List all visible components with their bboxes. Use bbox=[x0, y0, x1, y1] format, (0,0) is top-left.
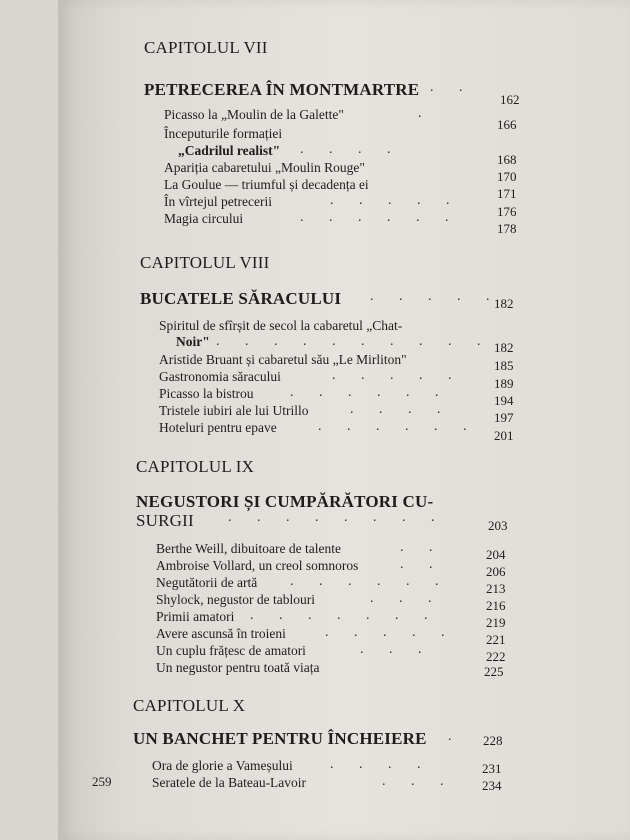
chapter-title: BUCATELE SĂRACULUI bbox=[140, 289, 342, 308]
chapter-title-continued: SURGII bbox=[136, 511, 194, 530]
page-number: 166 bbox=[497, 117, 517, 132]
toc-entry: Ora de glorie a Vameșului bbox=[152, 758, 293, 773]
page-number: 228 bbox=[483, 733, 503, 748]
page-number: 213 bbox=[486, 581, 506, 596]
toc-entry: Avere ascunsă în troieni bbox=[156, 626, 286, 641]
page-number: 225 bbox=[484, 664, 504, 679]
leader-dots: . . . bbox=[370, 591, 443, 606]
page-number: 178 bbox=[497, 221, 517, 236]
toc-entry: Primii amatori bbox=[156, 609, 235, 624]
toc-entry: Apariția cabaretului „Moulin Rouge" bbox=[164, 160, 365, 175]
toc-entry: Tristele iubiri ale lui Utrillo bbox=[159, 403, 309, 418]
leader-dots: . . bbox=[430, 80, 474, 95]
toc-entry: Gastronomia săracului bbox=[159, 369, 281, 384]
leader-dots: . . . bbox=[382, 774, 455, 789]
leader-dots: . . . . bbox=[350, 402, 452, 417]
toc-entry: Magia circului bbox=[164, 211, 244, 226]
leader-dots: . . . . bbox=[300, 142, 402, 157]
leader-dots: . . bbox=[400, 540, 444, 555]
leader-dots: . . . bbox=[360, 642, 433, 657]
page-number: 222 bbox=[486, 649, 506, 664]
page-number: 194 bbox=[494, 393, 514, 408]
leader-dots: . . . . . bbox=[370, 289, 501, 304]
chapter-heading: CAPITOLUL VIII bbox=[140, 253, 270, 272]
leader-dots: . . . . . . . . bbox=[228, 510, 446, 525]
leader-dots: . . . . . . . bbox=[250, 608, 439, 623]
leader-dots: . . . . . bbox=[330, 193, 461, 208]
toc-entry: Shylock, negustor de tablouri bbox=[156, 592, 315, 607]
page-folio: 259 bbox=[92, 774, 112, 789]
toc-entry: Aristide Bruant și cabaretul său „Le Mirliton" bbox=[159, 352, 407, 367]
page-number: 219 bbox=[486, 615, 506, 630]
page-number: 221 bbox=[486, 632, 506, 647]
toc-entry: Picasso la „Moulin de la Galette" bbox=[164, 107, 344, 122]
toc-entry: Picasso la bistrou bbox=[159, 386, 254, 401]
toc-entry: Seratele de la Bateau-Lavoir bbox=[152, 775, 307, 790]
leader-dots: . . . . . . bbox=[290, 385, 450, 400]
page-number: 201 bbox=[494, 428, 514, 443]
page-number: 182 bbox=[494, 340, 514, 355]
chapter-title: PETRECEREA ÎN MONTMARTRE bbox=[144, 80, 420, 99]
page-number: 234 bbox=[482, 778, 502, 793]
leader-dots: . . . . . . bbox=[290, 574, 450, 589]
leader-dots: . . . . . . bbox=[318, 419, 478, 434]
toc-entry: Negutătorii de artă bbox=[156, 575, 258, 590]
leader-dots: . . . . . . . . . . bbox=[216, 334, 492, 349]
page-number: 216 bbox=[486, 598, 506, 613]
toc-entry: Noir" bbox=[176, 334, 210, 349]
leader-dots: . bbox=[448, 729, 463, 744]
leader-dots: . . . . . bbox=[332, 368, 463, 383]
page-number: 170 bbox=[497, 169, 517, 184]
toc-entry: La Goulue — triumful și decadența ei bbox=[164, 177, 369, 192]
chapter-heading: CAPITOLUL IX bbox=[136, 457, 255, 476]
page-number: 176 bbox=[497, 204, 517, 219]
chapter-heading: CAPITOLUL X bbox=[133, 696, 246, 715]
leader-dots: . . . . . . bbox=[300, 210, 460, 225]
toc-entry: Ambroise Vollard, un creol somnoros bbox=[156, 558, 359, 573]
toc-entry: „Cadrilul realist" bbox=[178, 143, 281, 158]
toc-entry: Hoteluri pentru epave bbox=[159, 420, 277, 435]
page-number: 231 bbox=[482, 761, 502, 776]
chapter-title: UN BANCHET PENTRU ÎNCHEIERE bbox=[133, 729, 427, 748]
leader-dots: . bbox=[418, 106, 433, 121]
chapter-heading: CAPITOLUL VII bbox=[144, 38, 268, 57]
leader-dots: . . . . . bbox=[325, 625, 456, 640]
page-number: 206 bbox=[486, 564, 506, 579]
toc-entry: Un negustor pentru toată viața bbox=[156, 660, 320, 675]
page-number: 203 bbox=[488, 518, 508, 533]
page-number: 182 bbox=[494, 296, 514, 311]
toc-entry: În vîrtejul petrecerii bbox=[164, 194, 272, 209]
page-number: 185 bbox=[494, 358, 514, 373]
page-number: 197 bbox=[494, 410, 514, 425]
leader-dots: . . . . bbox=[330, 757, 432, 772]
chapter-title: NEGUSTORI ȘI CUMPĂRĂTORI CU- bbox=[136, 492, 434, 511]
page-number: 168 bbox=[497, 152, 517, 167]
page-number: 204 bbox=[486, 547, 506, 562]
toc-entry: Berthe Weill, dibuitoare de talente bbox=[156, 541, 341, 556]
toc-entry: Un cuplu frățesc de amatori bbox=[156, 643, 306, 658]
page-number: 189 bbox=[494, 376, 514, 391]
toc-entry: Începuturile formației bbox=[164, 126, 283, 141]
page-number: 162 bbox=[500, 92, 520, 107]
toc-entry: Spiritul de sfîrșit de secol la cabaretul „Chat- bbox=[159, 318, 403, 333]
leader-dots: . . bbox=[400, 557, 444, 572]
page-number: 171 bbox=[497, 186, 517, 201]
